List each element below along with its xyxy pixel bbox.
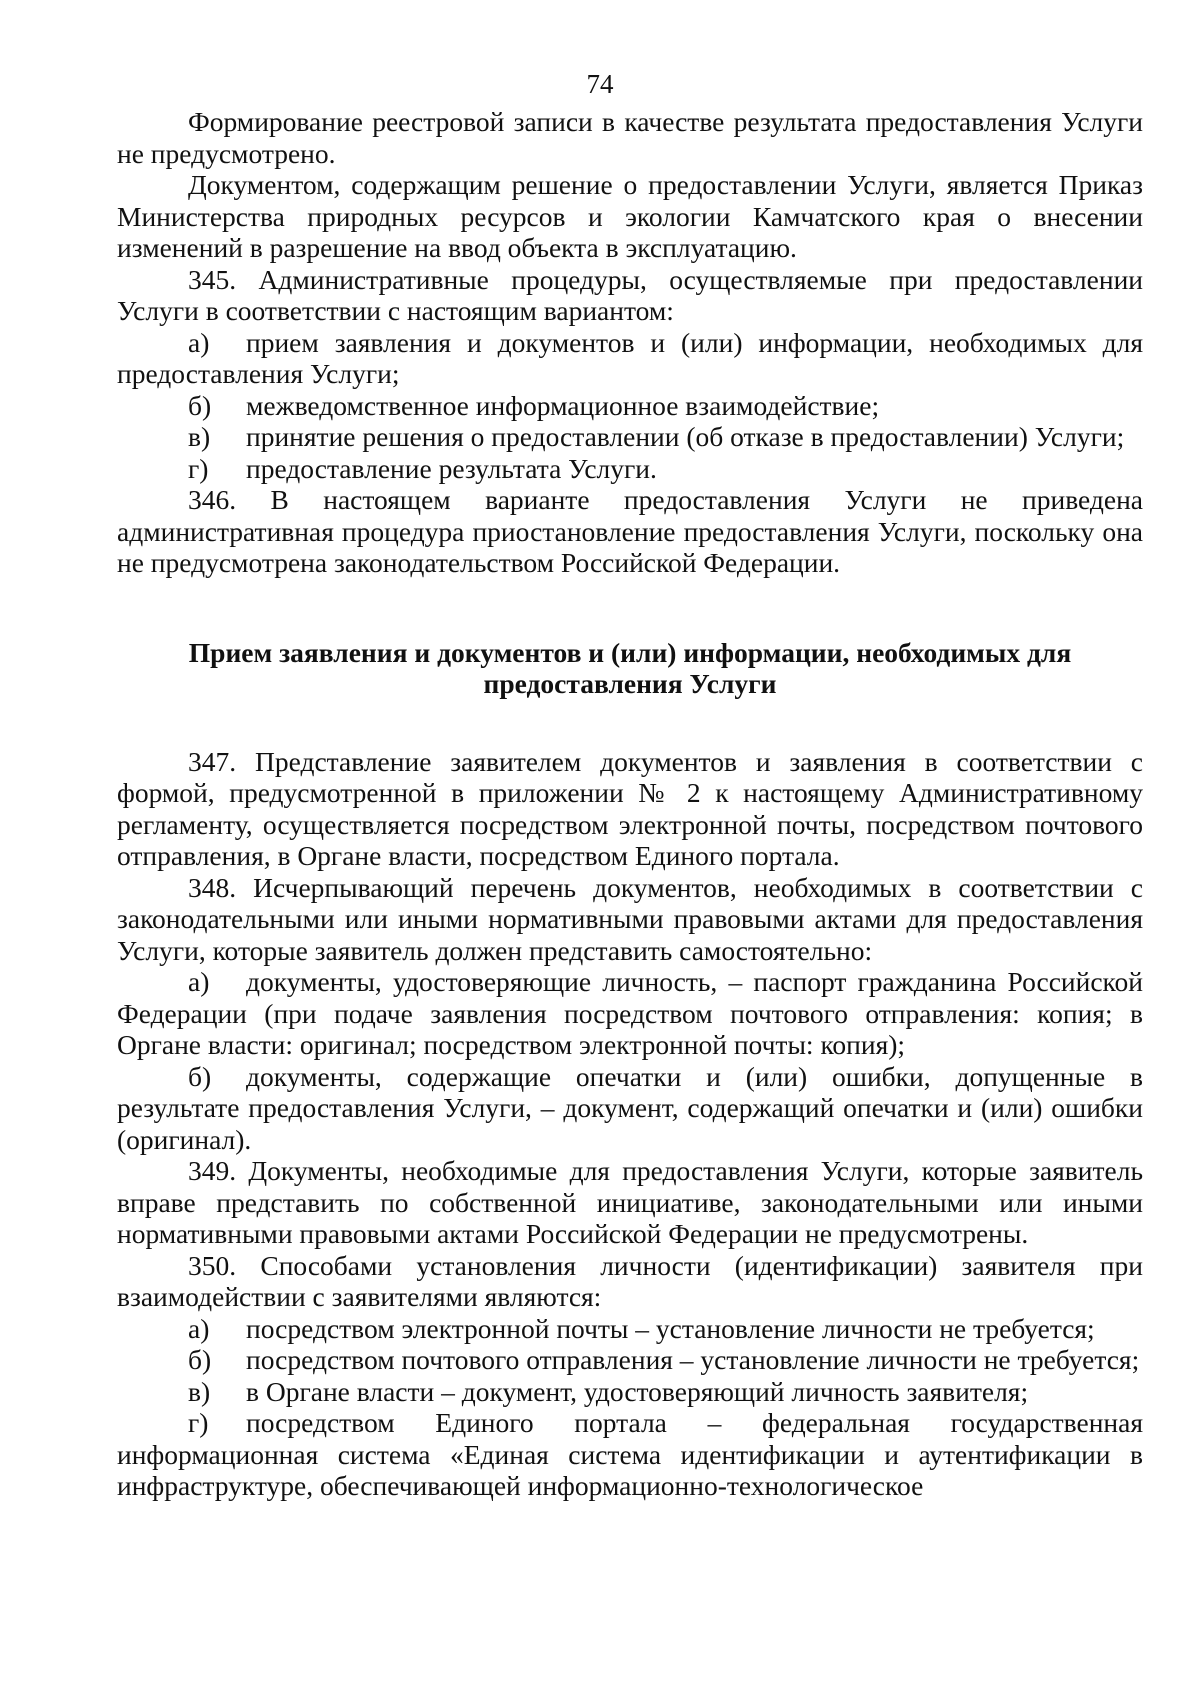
list-item-text: посредством Единого портала – федеральная государственная информационная система «Единая система идентификации и аутентификации в инфраструктуре, обеспечивающей информационно-технологическое xyxy=(117,1407,1143,1501)
list-item-text: в Органе власти – документ, удостоверяющий личность заявителя; xyxy=(246,1375,1029,1407)
list-marker: в) xyxy=(188,421,211,452)
paragraph: 346. В настоящем варианте предоставления Услуги не приведена административная процедура приостановление предоставления Услуги, поскольку она не предусмотрена законодательством Российской Федерации. xyxy=(117,484,1143,578)
section-heading-line: предоставления Услуги xyxy=(483,668,777,699)
paragraph: 348. Исчерпывающий перечень документов, необходимых в соответствии с законодательными или иными нормативными правовыми актами для предоставления Услуги, которые заявитель должен представить самостоятельно: xyxy=(117,871,1143,966)
list-item xyxy=(117,453,1143,485)
list-item xyxy=(117,1376,1143,1408)
list-item xyxy=(117,1061,1143,1156)
list-item xyxy=(117,421,1143,453)
list-item xyxy=(117,327,1143,390)
paragraph: Документом, содержащим решение о предоставлении Услуги, является Приказ Министерства природных ресурсов и экологии Камчатского края о внесении изменений в разрешение на ввод объекта в эксплуатацию. xyxy=(117,169,1143,263)
list-marker: г) xyxy=(188,452,209,484)
paragraph: 347. Представление заявителем документов и заявления в соответствии с формой, предусмотренной в приложении № 2 к настоящему Административному регламенту, осуществляется посредством электронной почты, посредством почтового отправления, в Органе власти, посредством Единого портала. xyxy=(117,745,1143,871)
list-marker: а) xyxy=(188,966,210,997)
list-item-text: межведомственное информационное взаимодействие; xyxy=(246,389,880,421)
paragraph: 349. Документы, необходимые для предоставления Услуги, которые заявитель вправе представить по собственной инициативе, законодательными или иными нормативными правовыми актами Российской Федерации не предусмотрены. xyxy=(117,1155,1143,1249)
list-item-text: документы, удостоверяющие личность, – паспорт гражданина Российской Федерации (при подаче заявления посредством почтового отправления: копия; в Органе власти: оригинал; посредством электронной почты: копия); xyxy=(117,966,1143,1060)
paragraph: 350. Способами установления личности (идентификации) заявителя при взаимодействии с заявителями являются: xyxy=(117,1249,1143,1312)
list-marker: г) xyxy=(188,1407,209,1438)
list-item xyxy=(117,1313,1143,1345)
list-item-text: посредством электронной почты – установление личности не требуется; xyxy=(246,1312,1095,1344)
list-item xyxy=(117,1407,1143,1502)
section-heading xyxy=(157,637,1103,700)
list-item-text: предоставление результата Услуги. xyxy=(246,452,657,484)
list-item-text: документы, содержащие опечатки и (или) ошибки, допущенные в результате предоставления Услуги, – документ, содержащий опечатки и (или) ошибки (оригинал). xyxy=(117,1060,1143,1155)
list-marker: б) xyxy=(188,1344,212,1375)
list-marker: б) xyxy=(188,1060,212,1092)
paragraph: 345. Административные процедуры, осуществляемые при предоставлении Услуги в соответствии с настоящим вариантом: xyxy=(117,263,1143,326)
list-item xyxy=(117,966,1143,1061)
paragraph: Формирование реестровой записи в качестве результата предоставления Услуги не предусмотрено. xyxy=(117,106,1143,169)
list-item xyxy=(117,390,1143,422)
page-number: 74 xyxy=(586,69,614,99)
section-heading-line: Прием заявления и документов и (или) информации, необходимых для xyxy=(188,636,1072,668)
list-marker: а) xyxy=(188,326,210,358)
list-marker: а) xyxy=(188,1312,210,1344)
list-item-text: прием заявления и документов и (или) информации, необходимых для предоставления Услуги; xyxy=(117,326,1143,389)
list-item-text: посредством почтового отправления – установление личности не требуется; xyxy=(246,1344,1140,1375)
list-item xyxy=(117,1344,1143,1376)
list-item-text: принятие решения о предоставлении (об отказе в предоставлении) Услуги; xyxy=(246,421,1125,452)
list-marker: б) xyxy=(188,389,212,421)
document-body xyxy=(117,106,1143,1502)
list-marker: в) xyxy=(188,1375,211,1407)
